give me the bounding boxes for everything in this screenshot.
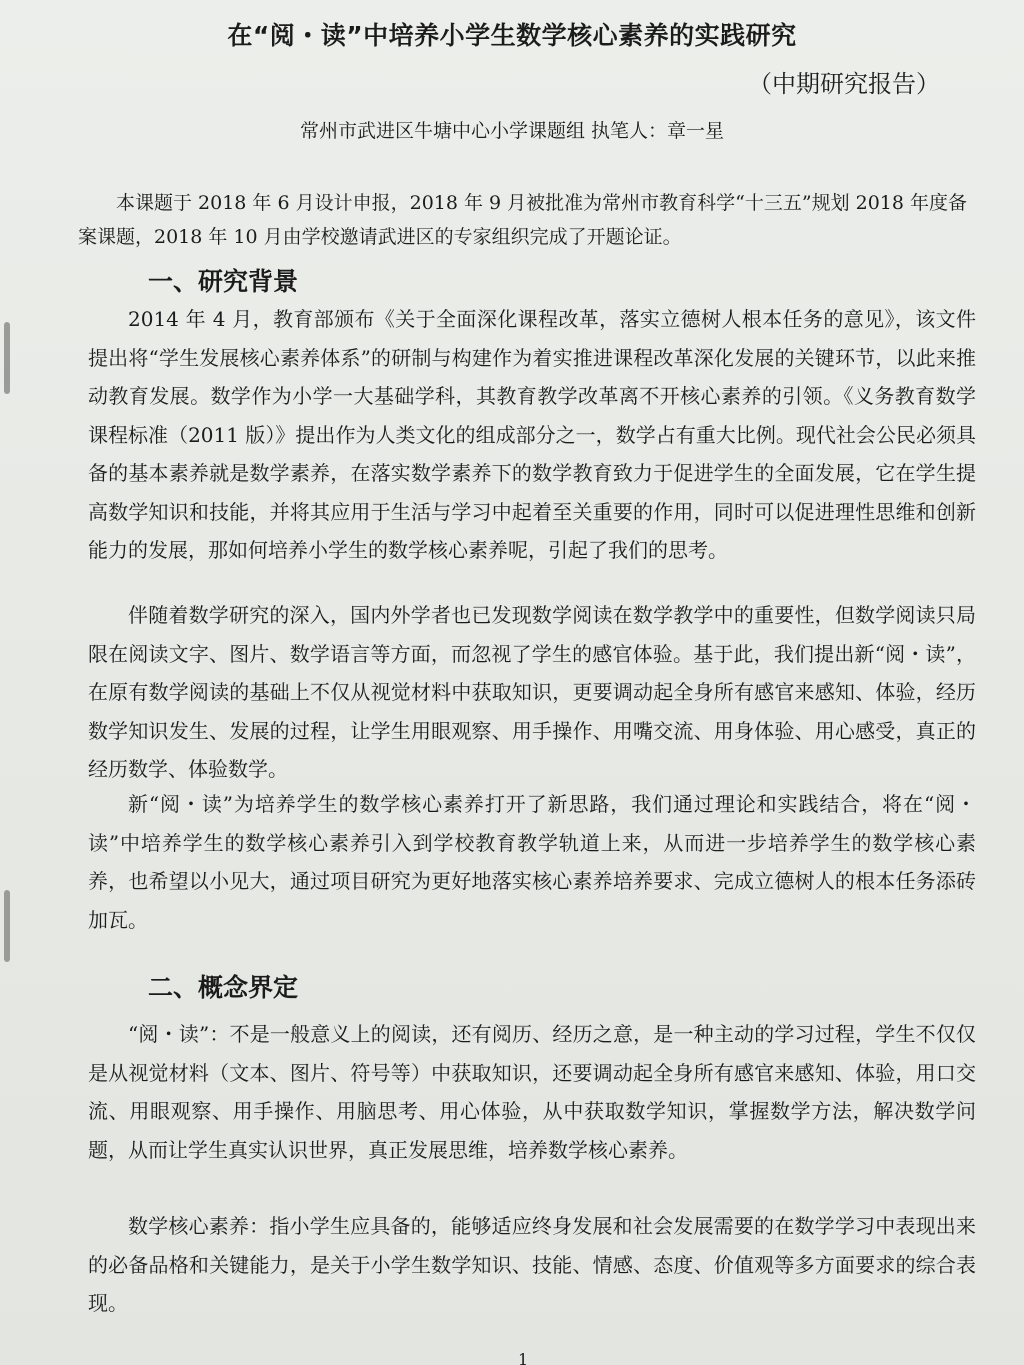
document-title: 在“阅・读”中培养小学生数学核心素养的实践研究 [227, 21, 797, 50]
background-paragraph-1: 2014 年 4 月，教育部颁布《关于全面深化课程改革，落实立德树人根本任务的意见》，该文件提出将“学生发展核心素养体系”的研制与构建作为着实推进课程改革深化发展的关键环节，以此来推动教育发展。数学作为小学一大基础学科，其教育教学改革离不开核心素养的引领。《义务教育数学课程标准（2011 版）》提出作为人类文化的组成部分之一，数学占有重大比例。现代社会公民必须具备的基本素养就是数学素养，在落实数学素养下的数学教育致力于促进学生的全面发展，它在学生提高数学知识和技能，并将其应用于生活与学习中起着至关重要的作用，同时可以促进理性思维和创新能力的发展，那如何培养小学生的数学核心素养呢，引起了我们的思考。 [88, 307, 976, 562]
definition-paragraph-1: “阅・读”：不是一般意义上的阅读，还有阅历、经历之意，是一种主动的学习过程，学生不仅仅是从视觉材料（文本、图片、符号等）中获取知识，还要调动起全身所有感官来感知、体验，用口交流、用眼观察、用手操作、用脑思考、用心体验，从中获取数学知识，掌握数学方法，解决数学问题，从而让学生真实认识世界，真正发展思维，培养数学核心素养。 [88, 1022, 976, 1162]
background-paragraph-3: 新“阅・读”为培养学生的数学核心素养打开了新思路，我们通过理论和实践结合，将在“阅・读”中培养学生的数学核心素养引入到学校教育教学轨道上来，从而进一步培养学生的数学核心素养，也希望以小见大，通过项目研究为更好地落实核心素养培养要求、完成立德树人的根本任务添砖加瓦。 [88, 792, 976, 932]
page-number: 1 [518, 1350, 529, 1365]
definition-paragraph-2: 数学核心素养：指小学生应具备的，能够适应终身发展和社会发展需要的在数学学习中表现出来的必备品格和关键能力，是关于小学生数学知识、技能、情感、态度、价值观等多方面要求的综合表现。 [88, 1214, 976, 1315]
section-heading-background: 一、研究背景 [148, 267, 299, 296]
intro-paragraph: 本课题于 2018 年 6 月设计申报，2018 年 9 月被批准为常州市教育科学“十三五”规划 2018 年度备案课题，2018 年 10 月由学校邀请武进区的专家组织完成了开题论证。 [78, 192, 968, 248]
document-subtitle: （中期研究报告） [748, 70, 940, 98]
author-line: 常州市武进区牛塘中心小学课题组 执笔人：章一星 [299, 120, 725, 142]
binder-hole-mark [4, 890, 10, 962]
section-heading-definitions: 二、概念界定 [148, 973, 299, 1002]
binder-hole-mark [4, 322, 10, 394]
background-paragraph-2: 伴随着数学研究的深入，国内外学者也已发现数学阅读在数学教学中的重要性，但数学阅读只局限在阅读文字、图片、数学语言等方面，而忽视了学生的感官体验。基于此，我们提出新“阅・读”，在原有数学阅读的基础上不仅从视觉材料中获取知识，更要调动起全身所有感官来感知、体验，经历数学知识发生、发展的过程，让学生用眼观察、用手操作、用嘴交流、用身体验、用心感受，真正的经历数学、体验数学。 [88, 603, 976, 781]
